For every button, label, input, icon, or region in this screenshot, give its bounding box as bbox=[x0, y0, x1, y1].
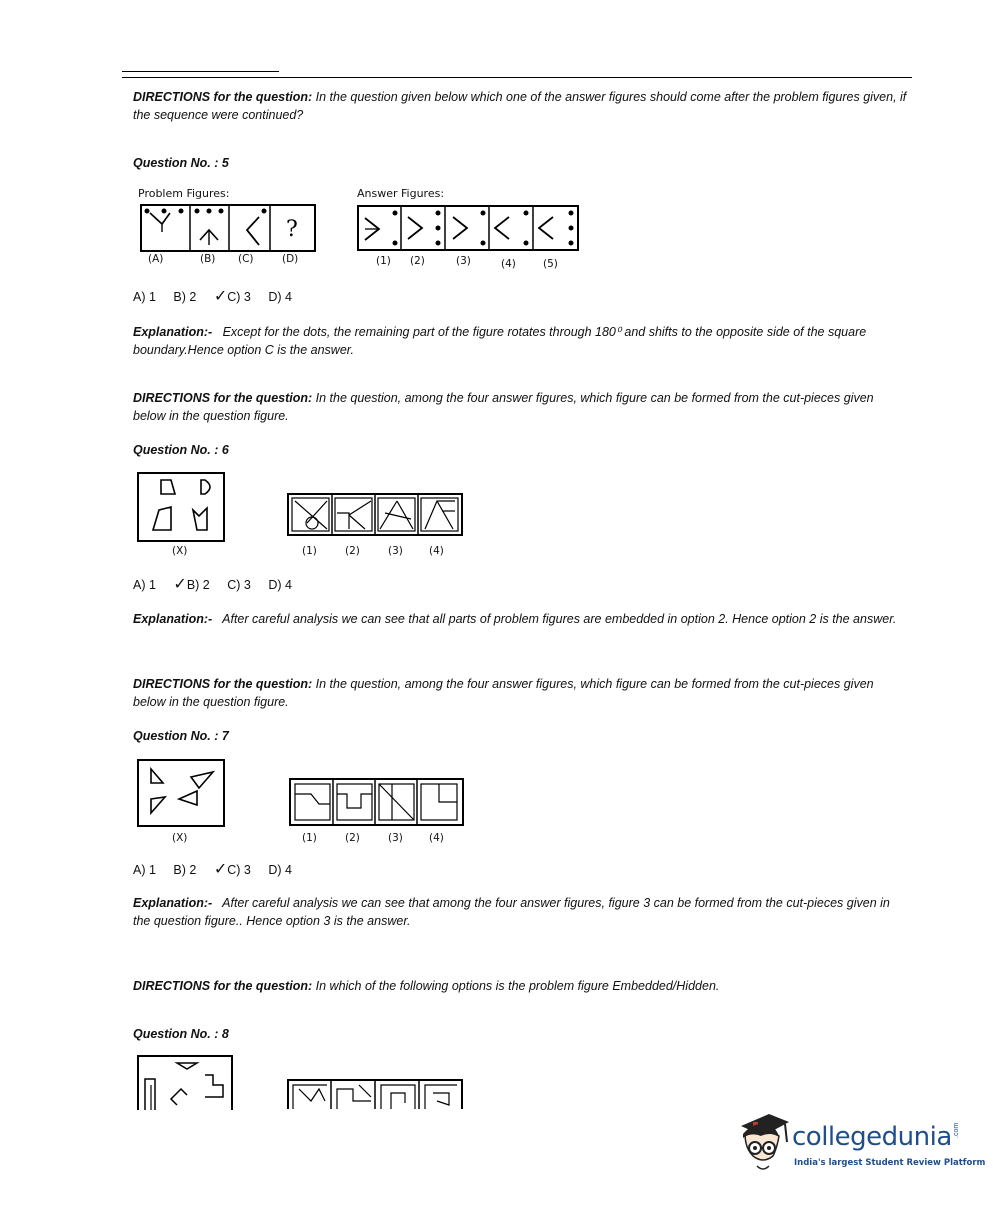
q5-answer-caption: Answer Figures: bbox=[357, 187, 445, 200]
q7-answer-label: (3) bbox=[388, 832, 403, 844]
brand-name: collegedunia bbox=[792, 1122, 952, 1152]
q6-answer-label: (4) bbox=[429, 545, 444, 557]
q5-question-number: Question No. : 5 bbox=[133, 156, 229, 170]
q5-question-mark: ? bbox=[286, 217, 298, 242]
header-rule bbox=[122, 77, 912, 78]
mascot-icon bbox=[733, 1108, 793, 1178]
q6-answer-label: (1) bbox=[302, 545, 317, 557]
header-short-rule bbox=[122, 71, 279, 72]
q5-answer-figures bbox=[357, 205, 579, 251]
q6-question-number: Question No. : 6 bbox=[133, 443, 229, 457]
option: A) 1 bbox=[133, 863, 156, 877]
q5-problem-label: (A) bbox=[148, 253, 164, 265]
q5-answer-label: (4) bbox=[501, 258, 516, 270]
q6-question-figure bbox=[137, 472, 225, 542]
option: B) 2 bbox=[173, 290, 197, 304]
q5-problem-caption: Problem Figures: bbox=[138, 187, 230, 200]
q6-question-label: (X) bbox=[172, 545, 188, 557]
option-correct: ✓B) 2 bbox=[173, 576, 210, 593]
brand-tagline: India's largest Student Review Platform bbox=[794, 1158, 986, 1168]
q5-problem-figures bbox=[140, 204, 316, 252]
q7-answer-label: (2) bbox=[345, 832, 360, 844]
option: C) 3 bbox=[227, 578, 251, 592]
q7-question-figure bbox=[137, 759, 225, 827]
q6-answer-figures bbox=[287, 493, 463, 536]
tick-icon: ✓ bbox=[213, 861, 228, 878]
tick-icon: ✓ bbox=[213, 288, 228, 305]
q5-directions: DIRECTIONS for the question: In the question given below which one of the answer figures should come after the problem figures given, if the sequence were continued? bbox=[133, 90, 907, 122]
q8-directions: DIRECTIONS for the question: In which of the following options is the problem figure Embedded/Hidden. bbox=[133, 979, 720, 993]
option: D) 4 bbox=[268, 290, 292, 304]
q7-explanation: Explanation:- After careful analysis we can see that among the four answer figures, figure 3 can be formed from the cut-pieces given in the question figure.. Hence option 3 is the answer. bbox=[133, 896, 890, 928]
option-correct: ✓C) 3 bbox=[213, 861, 251, 878]
option-correct: ✓C) 3 bbox=[213, 288, 251, 305]
q7-question-label: (X) bbox=[172, 832, 188, 844]
q5-answer-label: (1) bbox=[376, 255, 391, 267]
option: D) 4 bbox=[268, 863, 292, 877]
q8-question-figure bbox=[137, 1055, 233, 1110]
q5-answer-label: (2) bbox=[410, 255, 425, 267]
option: A) 1 bbox=[133, 578, 156, 592]
q6-explanation: Explanation:- After careful analysis we can see that all parts of problem figures are embedded in option 2. Hence option 2 is the answer. bbox=[133, 612, 897, 626]
q6-options bbox=[133, 574, 306, 594]
q8-question-number: Question No. : 8 bbox=[133, 1027, 229, 1041]
q7-answer-label: (4) bbox=[429, 832, 444, 844]
q7-question-number: Question No. : 7 bbox=[133, 729, 229, 743]
q5-problem-label: (C) bbox=[238, 253, 254, 265]
q5-options bbox=[133, 286, 306, 306]
q5-problem-label: (D) bbox=[282, 253, 299, 265]
q6-answer-label: (2) bbox=[345, 545, 360, 557]
brand-com: .com bbox=[953, 1122, 960, 1138]
option: B) 2 bbox=[173, 863, 197, 877]
q7-directions: DIRECTIONS for the question: In the question, among the four answer figures, which figure can be formed from the cut-pieces given below in the question figure. bbox=[133, 677, 874, 709]
q7-answer-label: (1) bbox=[302, 832, 317, 844]
tick-icon: ✓ bbox=[173, 576, 187, 593]
option: D) 4 bbox=[268, 578, 292, 592]
q5-answer-label: (5) bbox=[543, 258, 558, 270]
q5-problem-label: (B) bbox=[200, 253, 216, 265]
q8-answer-figures bbox=[287, 1079, 463, 1109]
option: A) 1 bbox=[133, 290, 156, 304]
q7-options bbox=[133, 859, 306, 879]
q5-answer-label: (3) bbox=[456, 255, 471, 267]
q6-answer-label: (3) bbox=[388, 545, 403, 557]
q5-explanation: Explanation:- Except for the dots, the remaining part of the figure rotates through 180⁰ and shifts to the opposite side of the square boundary.Hence option C is the answer. bbox=[133, 325, 867, 357]
q7-answer-figures bbox=[289, 778, 464, 826]
q6-directions: DIRECTIONS for the question: In the question, among the four answer figures, which figure can be formed from the cut-pieces given below in the question figure. bbox=[133, 391, 874, 423]
